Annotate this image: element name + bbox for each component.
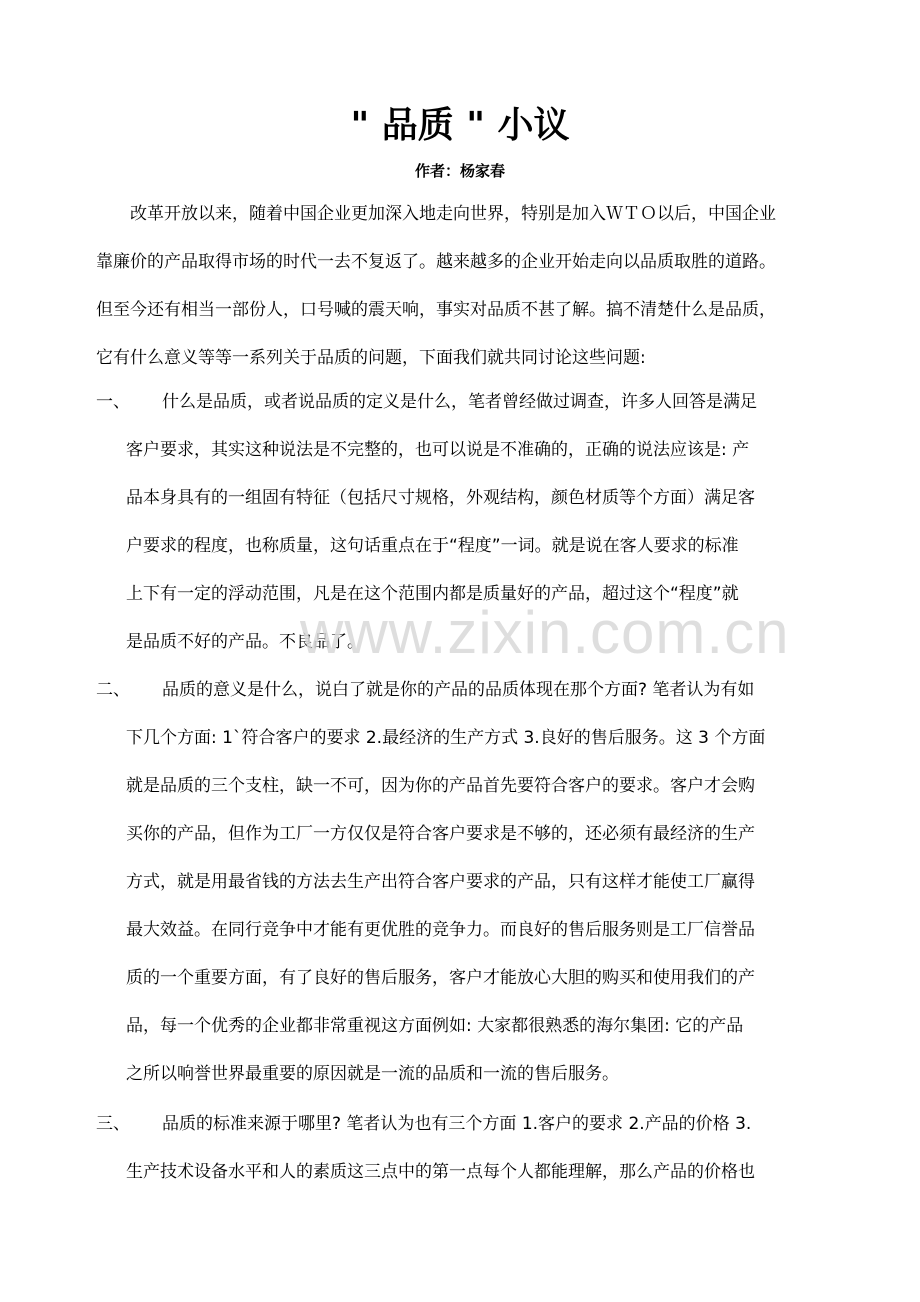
section-line: 客户要求，其实这种说法是不完整的，也可以说是不准确的，正确的说法应该是: 产 <box>126 440 750 460</box>
section-line: 上下有一定的浮动范围，凡是在这个范围内都是质量好的产品，超过这个“程度”就 <box>126 584 739 604</box>
section-first-line: 品质的标准来源于哪里? 笔者认为也有三个方面 1.客户的要求 2.产品的价格 3. <box>162 1114 752 1134</box>
section-2 <box>96 666 836 1098</box>
section-first-line: 品质的意义是什么，说白了就是你的产品的品质体现在那个方面? 笔者认为有如 <box>162 680 755 700</box>
intro-paragraph <box>96 190 836 382</box>
section-line: 品本身具有的一组固有特征（包括尺寸规格，外观结构，颜色材质等个方面）满足客 <box>126 488 755 508</box>
section-number: 三、 <box>96 1114 130 1134</box>
section-first-line: 什么是品质，或者说品质的定义是什么，笔者曾经做过调查，许多人回答是满足 <box>162 392 757 412</box>
section-line: 买你的产品，但作为工厂一方仅仅是符合客户要求是不够的，还必须有最经济的生产 <box>126 824 755 844</box>
intro-line: 它有什么意义等等一系列关于品质的问题，下面我们就共同讨论这些问题: <box>96 348 646 368</box>
document-title: " 品质 " 小议 <box>350 105 570 146</box>
section-line: 户要求的程度，也称质量，这句话重点在于“程度”一词。就是说在客人要求的标准 <box>126 536 739 556</box>
watermark: www.zixin.com.cn <box>300 599 790 666</box>
section-line: 质的一个重要方面，有了良好的售后服务，客户才能放心大胆的购买和使用我们的产 <box>126 968 755 988</box>
section-line: 品，每一个优秀的企业都非常重视这方面例如: 大家都很熟悉的海尔集团: 它的产品 <box>126 1016 744 1036</box>
section-line: 最大效益。在同行竞争中才能有更优胜的竞争力。而良好的售后服务则是工厂信誉品 <box>126 920 755 940</box>
author-line: 作者：杨家春 <box>414 162 505 180</box>
section-number: 一、 <box>96 392 130 412</box>
intro-line: 改革开放以来，随着中国企业更加深入地走向世界，特别是加入ＷＴＯ以后，中国企业 <box>96 204 776 224</box>
section-3 <box>96 1100 836 1196</box>
section-line: 之所以响誉世界最重要的原因就是一流的品质和一流的售后服务。 <box>126 1064 619 1084</box>
section-line: 方式，就是用最省钱的方法去生产出符合客户要求的产品，只有这样才能使工厂赢得 <box>126 872 755 892</box>
section-line: 就是品质的三个支柱，缺一不可，因为你的产品首先要符合客户的要求。客户才会购 <box>126 776 755 796</box>
section-line: 是品质不好的产品。不良品了。 <box>126 632 364 652</box>
section-line: 生产技术设备水平和人的素质这三点中的第一点每个人都能理解，那么产品的价格也 <box>126 1162 755 1182</box>
section-line: 下几个方面: 1`符合客户的要求 2.最经济的生产方式 3.良好的售后服务。这 3 个方面 <box>126 728 766 748</box>
section-number: 二、 <box>96 680 130 700</box>
intro-line: 但至今还有相当一部份人，口号喊的震天响，事实对品质不甚了解。搞不清楚什么是品质， <box>96 300 776 320</box>
intro-line: 靠廉价的产品取得市场的时代一去不复返了。越来越多的企业开始走向以品质取胜的道路。 <box>96 252 776 272</box>
